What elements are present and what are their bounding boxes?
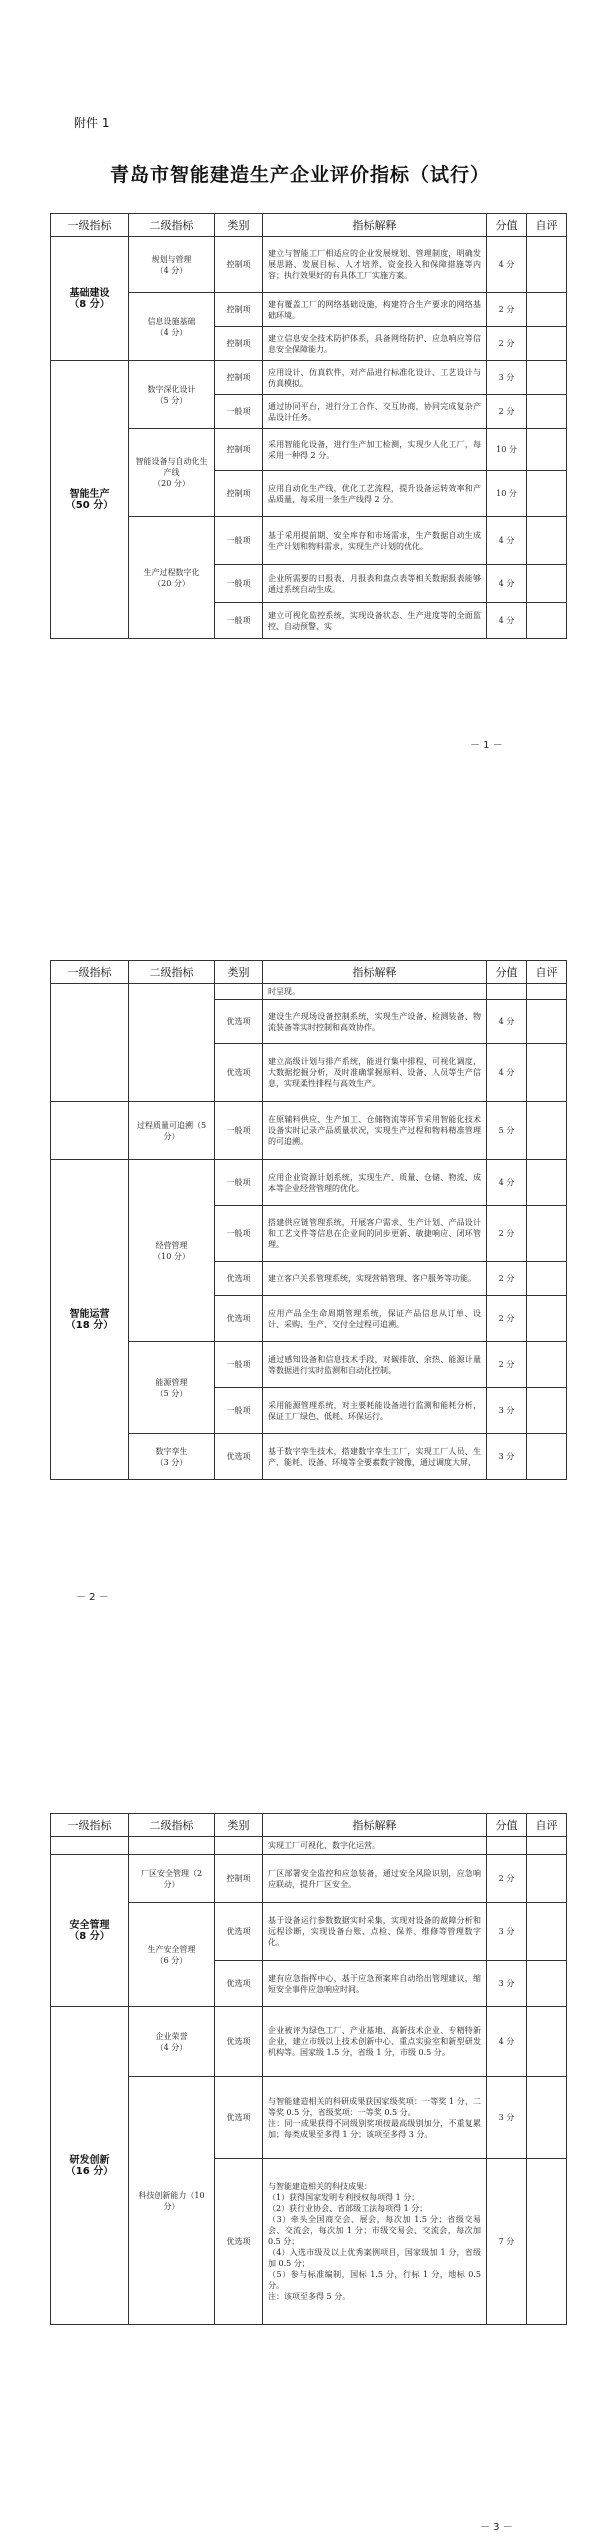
level1-basic-construction: 基础建设 （8 分）	[51, 237, 129, 361]
table-row	[51, 2077, 567, 2159]
row-explanation: 建立与智能工厂相适应的企业发展规划、管理制度，明确发展思路、发展目标、人才培养、资金投入和保障措施等内容；执行效果好的有具体工厂实施方案。	[263, 237, 487, 293]
header-level2: 二级指标	[129, 214, 215, 237]
self-eval-cell[interactable]	[527, 2007, 567, 2077]
row-category: 一般项	[215, 603, 263, 639]
row-category: 优选项	[215, 1044, 263, 1102]
level1-continued-cell	[51, 1837, 129, 1855]
row-category: 控制项	[215, 237, 263, 293]
row-explanation: 搭建供应链管理系统，开展客户需求、生产计划、产品设计和工艺文件等信息在企业间的同步更新、敏捷响应、闭环管理。	[263, 1206, 487, 1262]
row-category: 一般项	[215, 395, 263, 429]
header-self-eval: 自评	[527, 1814, 567, 1837]
row-explanation: 建设生产现场设备控制系统，实现生产设备、检测装备、物流装备等实时控制和高效协作。	[263, 1000, 487, 1044]
self-eval-cell[interactable]	[527, 1961, 567, 2007]
table-header-row	[51, 214, 567, 237]
row-explanation: 采用能源管理系统，对主要耗能设备进行监测和能耗分析，保证工厂绿色、低耗、环保运行。	[263, 1388, 487, 1434]
attachment-label: 附件 1	[74, 116, 110, 130]
header-explanation: 指标解释	[263, 214, 487, 237]
table-row-continued	[51, 984, 567, 1000]
row-explanation: 建立客户关系管理系统，实现营销管理、客户服务等功能。	[263, 1262, 487, 1296]
self-eval-cell[interactable]	[527, 237, 567, 293]
self-eval-cell[interactable]	[527, 361, 567, 395]
row-score: 3 分	[487, 1388, 527, 1434]
table-row	[51, 361, 567, 395]
row-category: 控制项	[215, 293, 263, 327]
self-eval-cell[interactable]	[527, 293, 567, 327]
level1-smart-operation: 智能运营 （18 分）	[51, 1160, 129, 1480]
row-score: 4 分	[487, 1000, 527, 1044]
table-row	[51, 2007, 567, 2077]
table-row	[51, 1102, 567, 1160]
header-category: 类别	[215, 214, 263, 237]
level2-continued-cell	[129, 984, 215, 1102]
row-score: 2 分	[487, 1262, 527, 1296]
table-row	[51, 1903, 567, 1961]
header-self-eval: 自评	[527, 214, 567, 237]
self-eval-cell[interactable]	[527, 395, 567, 429]
row-score: 3 分	[487, 2077, 527, 2159]
level2-digital-twin: 数字孪生 （3 分）	[129, 1434, 215, 1480]
level2-plant-safety: 厂区安全管理（2 分）	[129, 1855, 215, 1903]
level2-enterprise-honor: 企业荣誉 （4 分）	[129, 2007, 215, 2077]
self-eval-cell[interactable]	[527, 1903, 567, 1961]
level1-smart-production: 智能生产 （50 分）	[51, 361, 129, 639]
row-explanation: 应用自动化生产线，优化工艺流程，提升设备运转效率和产品质量，每采用一条生产线得 2 分。	[263, 471, 487, 517]
page-2	[0, 850, 600, 1700]
self-eval-cell[interactable]	[527, 1855, 567, 1903]
row-category: 优选项	[215, 1903, 263, 1961]
row-score: 4 分	[487, 603, 527, 639]
header-level1: 一级指标	[51, 961, 129, 984]
row-explanation: 建有应急指挥中心，基于应急预案库自动给出管理建议，缩短安全事件应急响应时间。	[263, 1961, 487, 2007]
header-score: 分值	[487, 214, 527, 237]
document-title: 青岛市智能建造生产企业评价指标（试行）	[109, 164, 490, 186]
self-eval-cell[interactable]	[527, 1102, 567, 1160]
header-score: 分值	[487, 1814, 527, 1837]
table-row	[51, 1160, 567, 1206]
self-eval-cell[interactable]	[527, 1837, 567, 1855]
row-category: 优选项	[215, 2007, 263, 2077]
header-self-eval: 自评	[527, 961, 567, 984]
row-explanation: 企业所需要的日报表、月报表和盘点表等相关数据报表能够通过系统自动生成。	[263, 565, 487, 603]
row-category: 一般项	[215, 1388, 263, 1434]
page-number: － 1 －	[470, 740, 503, 751]
self-eval-cell[interactable]	[527, 2077, 567, 2159]
header-category: 类别	[215, 1814, 263, 1837]
row-category: 优选项	[215, 1961, 263, 2007]
row-score: 3 分	[487, 1903, 527, 1961]
row-category: 优选项	[215, 1434, 263, 1480]
row-explanation: 厂区部署安全监控和应急装备，通过安全风险识别，应急响应联动，提升厂区安全。	[263, 1855, 487, 1903]
self-eval-cell[interactable]	[527, 327, 567, 361]
header-explanation: 指标解释	[263, 1814, 487, 1837]
level2-digital-design: 数字深化设计 （5 分）	[129, 361, 215, 429]
level2-production-safety: 生产安全管理 （6 分）	[129, 1903, 215, 2007]
header-level1: 一级指标	[51, 214, 129, 237]
self-eval-cell[interactable]	[527, 1044, 567, 1102]
header-level1: 一级指标	[51, 1814, 129, 1837]
self-eval-cell[interactable]	[527, 1388, 567, 1434]
row-explanation: 企业被评为绿色工厂、产业基地、高新技术企业、专精特新企业，建立市级以上技术创新中心、重点实验室和新型研发机构等。国家级 1.5 分，省级 1 分，市级 0.5 分。	[263, 2007, 487, 2077]
row-category: 优选项	[215, 1000, 263, 1044]
row-explanation: 建立高级计划与排产系统，能进行集中排程、可视化调度，大数据挖掘分析，及时准确掌握原料、设备、人员等生产信息，实现柔性排程与高效生产。	[263, 1044, 487, 1102]
table-row-continued	[51, 1837, 567, 1855]
level2-tech-innovation: 科技创新能力（10 分）	[129, 2077, 215, 2325]
table-row	[51, 429, 567, 471]
row-score: 2 分	[487, 1206, 527, 1262]
header-level2: 二级指标	[129, 961, 215, 984]
row-explanation: 建立可视化监控系统，实现设备状态、生产进度等的全面监控、自动预警、实	[263, 603, 487, 639]
indicator-table-page-3	[50, 1813, 567, 2325]
self-eval-cell[interactable]	[527, 603, 567, 639]
row-score: 4 分	[487, 237, 527, 293]
page-1	[0, 0, 600, 850]
self-eval-cell[interactable]	[527, 984, 567, 1000]
self-eval-cell[interactable]	[527, 471, 567, 517]
row-category: 优选项	[215, 2159, 263, 2325]
table-row	[51, 293, 567, 327]
self-eval-cell[interactable]	[527, 2159, 567, 2325]
level2-info-infrastructure: 信息设施基础 （4 分）	[129, 293, 215, 361]
row-score: 7 分	[487, 2159, 527, 2325]
row-category: 控制项	[215, 1855, 263, 1903]
table-row	[51, 237, 567, 293]
page-3	[0, 1700, 600, 2546]
score-continued-cell	[487, 984, 527, 1000]
level1-rd-innovation: 研发创新 （16 分）	[51, 2007, 129, 2325]
self-eval-cell[interactable]	[527, 1296, 567, 1342]
row-category: 优选项	[215, 1262, 263, 1296]
level2-business-mgmt: 经营管理 （10 分）	[129, 1160, 215, 1342]
row-explanation: 应用产品全生命周期管理系统，保证产品信息从订单、设计、采购、生产、交付全过程可追溯。	[263, 1296, 487, 1342]
row-category: 控制项	[215, 471, 263, 517]
level2-quality-trace: 过程质量可追溯（5 分）	[129, 1102, 215, 1160]
category-continued-cell	[215, 1837, 263, 1855]
level1-continued-cell	[51, 1102, 129, 1160]
self-eval-cell[interactable]	[527, 517, 567, 565]
row-score: 3 分	[487, 361, 527, 395]
level2-process-digital: 生产过程数字化（20 分）	[129, 517, 215, 639]
row-category: 一般项	[215, 565, 263, 603]
self-eval-cell[interactable]	[527, 1206, 567, 1262]
row-explanation-continued: 实现工厂可视化、数字化运营。	[263, 1837, 487, 1855]
row-score: 10 分	[487, 429, 527, 471]
row-category: 控制项	[215, 327, 263, 361]
level2-planning: 规划与管理 （4 分）	[129, 237, 215, 293]
row-explanation: 在原辅料供应、生产加工、仓储物流等环节采用智能化技术设备实时记录产品质量状况，实现生产过程和物料精准管理的可追溯。	[263, 1102, 487, 1160]
row-explanation: 基于采用提前期、安全库存和市场需求，生产数据自动生成生产计划和物料需求，实现生产计划的优化。	[263, 517, 487, 565]
row-explanation: 基于数字孪生技术，搭建数字孪生工厂，实现工厂人员、生产、能耗、设备、环境等全要素数字镜像，通过调度大屏，	[263, 1434, 487, 1480]
row-category: 控制项	[215, 429, 263, 471]
self-eval-cell[interactable]	[527, 565, 567, 603]
self-eval-cell[interactable]	[527, 429, 567, 471]
indicator-table-page-1	[50, 213, 567, 639]
indicator-table-page-2	[50, 960, 567, 1480]
self-eval-cell[interactable]	[527, 1160, 567, 1206]
row-explanation-continued: 时呈现。	[263, 984, 487, 1000]
row-explanation: 建有覆盖工厂的网络基础设施，构建符合生产要求的网络基础环境。	[263, 293, 487, 327]
level2-smart-equipment: 智能设备与自动化生产线 （20 分）	[129, 429, 215, 517]
header-score: 分值	[487, 961, 527, 984]
row-category: 控制项	[215, 361, 263, 395]
row-score: 5 分	[487, 1102, 527, 1160]
row-score: 3 分	[487, 1434, 527, 1480]
row-explanation: 通过感知设备和信息技术手段，对碳排放、余热、能源计量等数据进行实时监测和自动化控制。	[263, 1342, 487, 1388]
table-row	[51, 1342, 567, 1388]
row-score: 2 分	[487, 293, 527, 327]
row-score: 4 分	[487, 517, 527, 565]
page-number: － 3 －	[480, 2522, 513, 2533]
row-score: 4 分	[487, 565, 527, 603]
level1-safety-mgmt: 安全管理 （8 分）	[51, 1855, 129, 2007]
row-score: 2 分	[487, 1342, 527, 1388]
row-explanation: 建立信息安全技术防护体系，具备网络防护、应急响应等信息安全保障能力。	[263, 327, 487, 361]
self-eval-cell[interactable]	[527, 1434, 567, 1480]
row-category: 一般项	[215, 517, 263, 565]
header-level2: 二级指标	[129, 1814, 215, 1837]
row-score: 4 分	[487, 2007, 527, 2077]
self-eval-cell[interactable]	[527, 1000, 567, 1044]
row-category: 一般项	[215, 1160, 263, 1206]
row-score: 4 分	[487, 1160, 527, 1206]
row-score: 2 分	[487, 1296, 527, 1342]
table-row	[51, 517, 567, 565]
row-category: 优选项	[215, 2077, 263, 2159]
header-explanation: 指标解释	[263, 961, 487, 984]
self-eval-cell[interactable]	[527, 1342, 567, 1388]
row-score: 2 分	[487, 327, 527, 361]
self-eval-cell[interactable]	[527, 1262, 567, 1296]
header-category: 类别	[215, 961, 263, 984]
row-explanation: 与智能建造相关的科研成果获国家级奖项：一等奖 1 分，二等奖 0.5 分，省级奖项：一等奖 0.5 分。 注：同一成果获得不同级别奖项按最高级别加分，不重复累加；每类成果至多得 1 分；该项至多得 3 分。	[263, 2077, 487, 2159]
row-score: 4 分	[487, 1044, 527, 1102]
row-category: 优选项	[215, 1296, 263, 1342]
row-category: 一般项	[215, 1342, 263, 1388]
row-score: 3 分	[487, 1961, 527, 2007]
row-score: 2 分	[487, 395, 527, 429]
category-continued-cell	[215, 984, 263, 1000]
level1-continued-cell	[51, 984, 129, 1102]
table-header-row	[51, 1814, 567, 1837]
score-continued-cell	[487, 1837, 527, 1855]
level2-continued-cell	[129, 1837, 215, 1855]
row-explanation: 通过协同平台，进行分工合作、交互协商，协同完成复杂产品设计任务。	[263, 395, 487, 429]
table-header-row	[51, 961, 567, 984]
row-category: 一般项	[215, 1206, 263, 1262]
table-row	[51, 1434, 567, 1480]
row-category: 一般项	[215, 1102, 263, 1160]
table-row	[51, 1855, 567, 1903]
row-score: 2 分	[487, 1855, 527, 1903]
row-explanation: 应用企业资源计划系统，实现生产、质量、仓储、物流、成本等企业经营管理的优化。	[263, 1160, 487, 1206]
row-explanation: 采用智能化设备，进行生产加工检测，实现少人化工厂，每采用一种得 2 分。	[263, 429, 487, 471]
page-number: － 2 －	[76, 1592, 109, 1603]
row-explanation: 基于设备运行参数数据实时采集，实现对设备的故障分析和远程诊断，实现设备台账、点检、保养、维修等管理数字化。	[263, 1903, 487, 1961]
row-explanation: 应用设计、仿真软件，对产品进行标准化设计、工艺设计与仿真模拟。	[263, 361, 487, 395]
row-score: 10 分	[487, 471, 527, 517]
level2-energy-mgmt: 能源管理 （5 分）	[129, 1342, 215, 1434]
row-explanation: 与智能建造相关的科技成果： （1）获得国家发明专利授权每项得 1 分； （2）获行业协会、省部级工法每项得 1 分； （3）牵头全国商交会、展会，每次加 1.5 分；省级交易会、交流会，每次加 1 分；市级交易会、交流会，每次加 0.5 分； （4）入选市级及以上优秀案例项目，国家级加 1 分，省级加 0.5 分； （5）参与标准编制，国标 1.5 分，行标 1 分，地标 0.5 分。 注：该项至多得 5 分。	[263, 2159, 487, 2325]
